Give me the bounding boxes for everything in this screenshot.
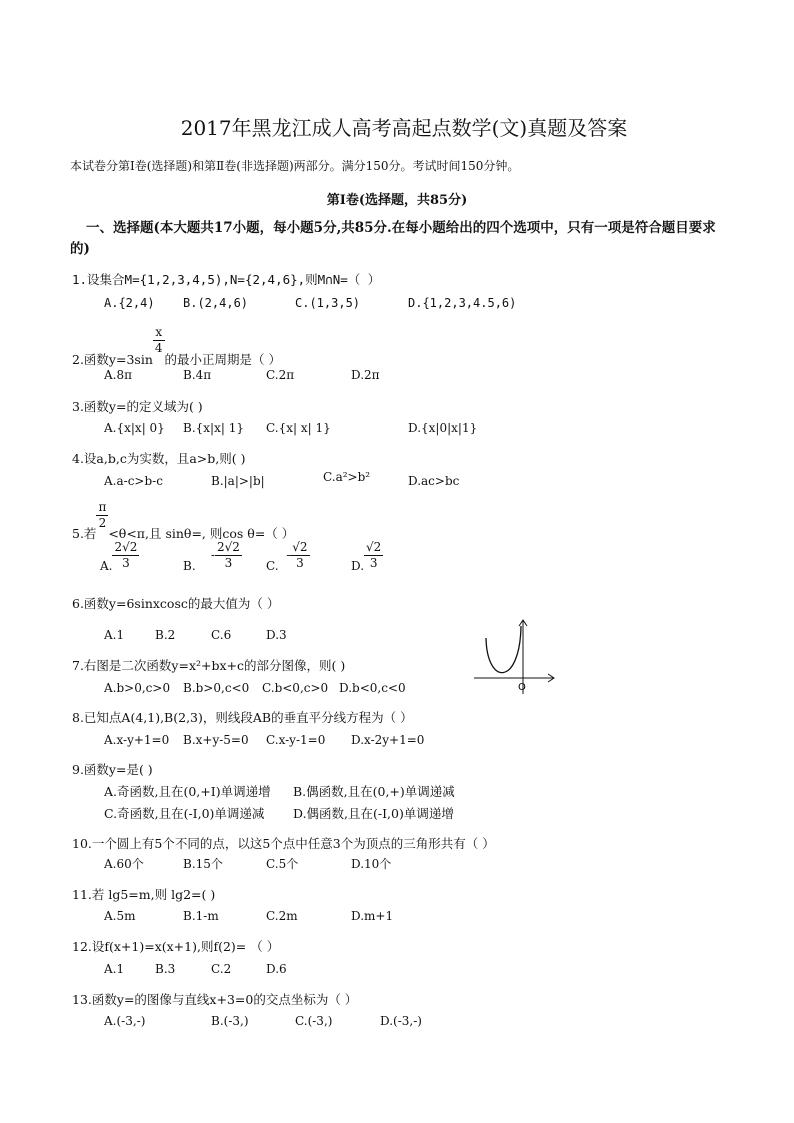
q9-option-d[interactable]: D.偶函数,且在(-I,0)单调递增: [293, 806, 454, 821]
question-7: 7.右图是二次函数y=x²+bx+c的部分图像，则( ): [72, 658, 346, 673]
parabola-graph: [468, 616, 558, 696]
q5-option-c-frac: [290, 540, 309, 571]
q2-option-b[interactable]: B.4π: [183, 368, 212, 382]
q3-option-d[interactable]: D.{x|0|x|1}: [408, 421, 478, 435]
q2-frac-num: x: [153, 325, 165, 341]
q5-option-b-sign: -: [210, 548, 215, 562]
q4-option-b[interactable]: B.|a|>|b|: [211, 474, 265, 488]
q12-option-d[interactable]: D.6: [266, 962, 287, 976]
q13-option-d[interactable]: D.(-3,-): [380, 1014, 422, 1028]
q9-option-a[interactable]: A.奇函数,且在(0,+I)单调递增: [104, 784, 271, 799]
q5-option-d-frac: [364, 540, 383, 571]
q1-option-c[interactable]: C.(1,3,5): [295, 296, 361, 310]
section-heading: 一、选择题(本大题共17小题，每小题5分,共85分.在每小题给出的四个选项中，只有一项是符合题目要求的): [70, 220, 716, 257]
q12-option-b[interactable]: B.3: [155, 962, 176, 976]
q8-option-a[interactable]: A.x-y+1=0: [104, 733, 170, 747]
q10-option-b[interactable]: B.15个: [183, 857, 223, 871]
q2-frac-den: 4: [154, 341, 163, 355]
question-12: 12.设f(x+1)=x(x+1),则f(2)= （ ）: [72, 939, 280, 954]
question-4: 4.设a,b,c为实数，且a>b,则( ): [72, 451, 246, 466]
q5-a-den: 3: [122, 556, 130, 570]
q2-stem-post: 的最小正周期是（ ）: [164, 352, 282, 367]
origin-label: O: [518, 682, 526, 693]
part-heading: 第Ⅰ卷(选择题，共85分): [326, 193, 468, 208]
q5-option-b-label: B.: [183, 559, 196, 573]
q5-stem-pre: 5.若: [72, 526, 97, 541]
q12-option-a[interactable]: A.1: [104, 962, 125, 976]
q7-option-b[interactable]: B.b>0,c<0: [183, 681, 250, 695]
q3-option-c[interactable]: C.{x| x| 1}: [266, 421, 331, 435]
q5-option-c[interactable]: [266, 540, 310, 571]
q2-stem-pre: 2.函数y=3sin: [72, 352, 153, 367]
q2-option-c[interactable]: C.2π: [266, 368, 295, 382]
question-5: [72, 500, 295, 541]
q2-fraction: [153, 325, 165, 356]
q3-option-a[interactable]: A.{x|x| 0}: [104, 421, 165, 435]
q5-option-d-label: D.: [351, 559, 365, 573]
q7-option-d[interactable]: D.b<0,c<0: [339, 681, 406, 695]
q5-option-a-frac: [112, 540, 139, 571]
q5-option-a-label: A.: [100, 559, 113, 573]
q7-option-c[interactable]: C.b<0,c>0: [262, 681, 329, 695]
q8-option-b[interactable]: B.x+y-5=0: [183, 733, 249, 747]
q5-stem-post: <θ<π,且 sinθ=, 则cos θ=（ ）: [108, 526, 295, 541]
q8-option-c[interactable]: C.x-y-1=0: [266, 733, 326, 747]
q10-option-d[interactable]: D.10个: [351, 857, 392, 871]
q9-option-b[interactable]: B.偶函数,且在(0,+)单调递减: [293, 784, 455, 799]
q5-d-num: √2: [366, 540, 382, 554]
question-13: 13.函数y=的图像与直线x+3=0的交点坐标为（ ）: [72, 992, 358, 1007]
q5-b-den: 3: [224, 556, 233, 570]
q4-option-a[interactable]: A.a-c>b-c: [104, 474, 163, 488]
q5-b-num: 2√2: [216, 540, 240, 554]
q10-option-c[interactable]: C.5个: [266, 857, 299, 871]
question-10: 10.一个圆上有5个不同的点，以这5个点中任意3个为顶点的三角形共有（ ）: [72, 836, 495, 851]
q5-fraction: [96, 500, 108, 531]
q9-option-c[interactable]: C.奇函数,且在(-I,0)单调递减: [104, 806, 265, 821]
q2-option-a[interactable]: A.8π: [104, 368, 133, 382]
q6-option-b[interactable]: B.2: [155, 628, 176, 642]
q13-option-b[interactable]: B.(-3,): [211, 1014, 249, 1028]
q5-option-c-sign: -: [286, 548, 291, 562]
q3-option-b[interactable]: B.{x|x| 1}: [183, 421, 244, 435]
q8-option-d[interactable]: D.x-2y+1=0: [351, 733, 425, 747]
question-11: 11.若 lg5=m,则 lg2=( ): [72, 887, 216, 902]
q1-option-d[interactable]: D.{1,2,3,4.5,6): [408, 296, 517, 310]
question-6: 6.函数y=6sinxcosc的最大值为（ ）: [72, 596, 280, 611]
q13-option-c[interactable]: C.(-3,): [295, 1014, 333, 1028]
q5-frac-num: π: [98, 500, 107, 514]
q5-option-a[interactable]: [100, 540, 139, 571]
q5-frac-den: 2: [98, 516, 107, 530]
question-2: [72, 325, 282, 367]
q11-option-d[interactable]: D.m+1: [351, 909, 394, 923]
q6-option-a[interactable]: A.1: [104, 628, 125, 642]
question-8: 8.已知点A(4,1),B(2,3)，则线段AB的垂直平分线方程为（ ）: [72, 710, 413, 725]
parabola-curve: [486, 626, 521, 673]
q5-option-b-frac: [215, 540, 242, 571]
q1-option-a[interactable]: A.{2,4): [104, 296, 155, 310]
q13-option-a[interactable]: A.(-3,-): [104, 1014, 146, 1028]
q6-option-d[interactable]: D.3: [266, 628, 287, 642]
question-1: 1.设集合M={1,2,3,4,5),N={2,4,6},则M∩N=（ ）: [72, 272, 381, 287]
q6-option-c[interactable]: C.6: [211, 628, 232, 642]
q5-option-b[interactable]: [183, 540, 242, 571]
q10-option-a[interactable]: A.60个: [104, 857, 144, 871]
q5-c-den: 3: [296, 556, 304, 570]
q5-option-d[interactable]: [351, 540, 383, 571]
q2-option-d[interactable]: D.2π: [351, 368, 380, 382]
q5-c-num: √2: [292, 540, 308, 554]
q7-option-a[interactable]: A.b>0,c>0: [104, 681, 171, 695]
question-3: 3.函数y=的定义域为( ): [72, 399, 203, 414]
q5-a-num: 2√2: [114, 540, 138, 554]
q11-option-c[interactable]: C.2m: [266, 909, 298, 923]
q5-option-c-label: C.: [266, 559, 279, 573]
q11-option-b[interactable]: B.1-m: [183, 909, 219, 923]
page-title: 2017年黑龙江成人高考高起点数学(文)真题及答案: [180, 116, 628, 140]
exam-intro: 本试卷分第Ⅰ卷(选择题)和第Ⅱ卷(非选择题)两部分。满分150分。考试时间150分钟。: [70, 159, 520, 173]
question-9: 9.函数y=是( ): [72, 762, 153, 777]
q5-d-den: 3: [369, 556, 378, 570]
q4-option-c[interactable]: C.a²>b²: [323, 470, 371, 484]
q1-option-b[interactable]: B.(2,4,6): [183, 296, 249, 310]
q4-option-d[interactable]: D.ac>bc: [408, 474, 460, 488]
q12-option-c[interactable]: C.2: [211, 962, 232, 976]
q11-option-a[interactable]: A.5m: [104, 909, 136, 923]
